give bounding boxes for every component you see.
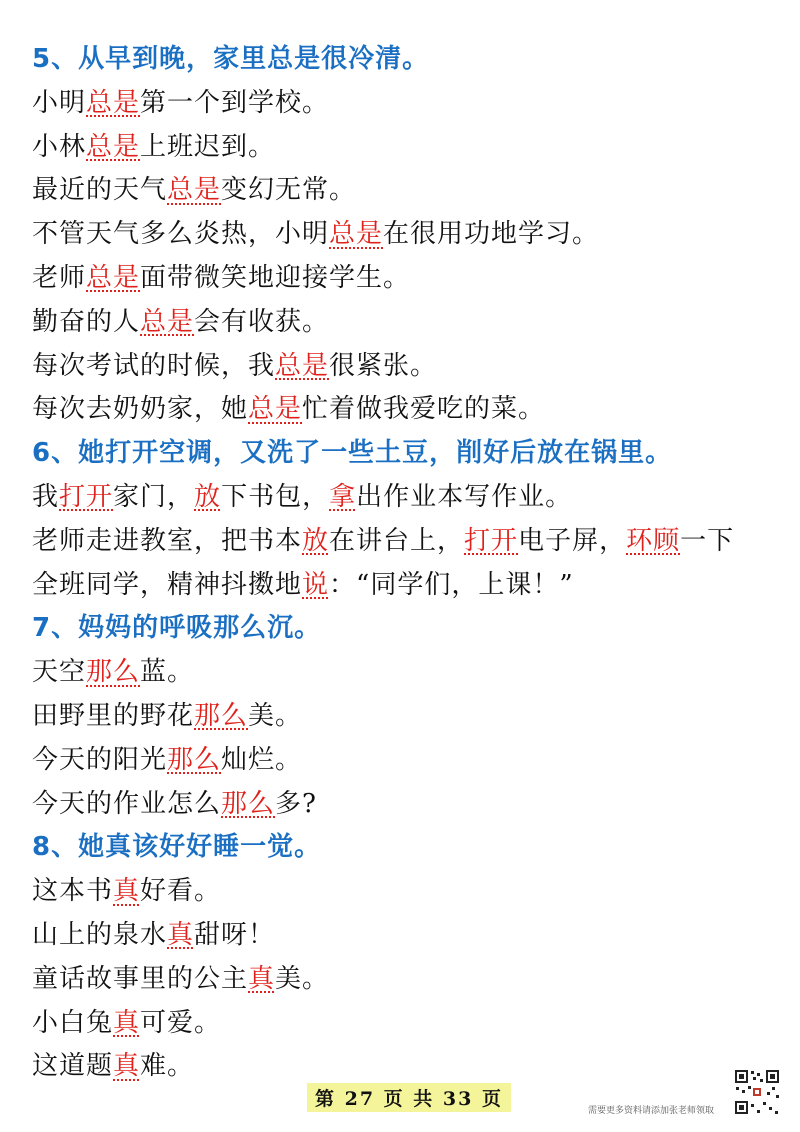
sentence-text: 今天的作业怎么 xyxy=(32,788,222,819)
sentence-text: 可爱。 xyxy=(140,1007,222,1038)
highlighted-word: 真 xyxy=(248,963,276,994)
sentence-text: 电子屏， xyxy=(518,525,627,556)
highlighted-word: 那么 xyxy=(221,788,276,819)
section-heading: 7、妈妈的呼吸那么沉。 xyxy=(32,613,322,644)
sentence-text: 这道题 xyxy=(32,1051,114,1082)
sentence-text: 小林 xyxy=(32,131,87,162)
example-sentence xyxy=(32,301,772,345)
sentence-text: ：“同学们，上课！” xyxy=(329,569,574,600)
example-sentence xyxy=(32,126,772,170)
sentence-text: 蓝。 xyxy=(140,657,195,688)
highlighted-word: 总是 xyxy=(275,350,330,381)
sentence-text: 小明 xyxy=(32,87,87,118)
highlighted-word: 总是 xyxy=(329,219,384,250)
sentence-text: 好看。 xyxy=(140,876,222,907)
sentence-text: 甜呀！ xyxy=(194,919,276,950)
sentence-text: 下书包， xyxy=(221,481,330,512)
highlighted-word: 说 xyxy=(302,569,330,600)
sentence-text: 天空 xyxy=(32,657,87,688)
sentence-text: 田野里的野花 xyxy=(32,700,195,731)
qr-caption: 需要更多资料请添加张老师领取 xyxy=(588,1106,715,1116)
sentence-text: 每次去奶奶家，她 xyxy=(32,394,249,425)
sentence-text: 忙着做我爱吃的菜。 xyxy=(302,394,546,425)
example-sentence xyxy=(32,564,772,608)
sentence-text: 灿烂。 xyxy=(221,744,303,775)
sentence-text: 第一个到学校。 xyxy=(140,87,330,118)
example-sentence xyxy=(32,169,772,213)
example-sentence xyxy=(32,1002,772,1046)
qr-code-image[interactable] xyxy=(733,1068,781,1116)
example-sentence xyxy=(32,739,772,783)
sentence-text: 不管天气多么炎热，小明 xyxy=(32,219,330,250)
example-sentence xyxy=(32,651,772,695)
sentence-text: 今天的阳光 xyxy=(32,744,168,775)
page-number-label: 第 27 页 共 33 页 xyxy=(307,1083,511,1112)
highlighted-word: 真 xyxy=(113,1007,141,1038)
highlighted-word: 总是 xyxy=(140,306,195,337)
sentence-text: 小白兔 xyxy=(32,1007,114,1038)
example-sentence xyxy=(32,345,772,389)
example-sentence xyxy=(32,213,772,257)
sentence-text: 上班迟到。 xyxy=(140,131,276,162)
section-heading: 5、从早到晚，家里总是很冷清。 xyxy=(32,44,430,74)
example-sentence xyxy=(32,520,772,564)
highlighted-word: 真 xyxy=(167,919,195,950)
example-sentence xyxy=(32,914,772,958)
highlighted-word: 总是 xyxy=(248,394,303,425)
highlighted-word: 总是 xyxy=(86,131,141,162)
document-body xyxy=(32,38,772,1089)
sentence-text: 变幻无常。 xyxy=(221,175,357,206)
sentence-text: 全班同学，精神抖擞地 xyxy=(32,569,303,600)
highlighted-word: 环顾 xyxy=(626,525,681,556)
sentence-text: 老师走进教室，把书本 xyxy=(32,525,303,556)
highlighted-word: 总是 xyxy=(167,175,222,206)
sentence-text: 难。 xyxy=(140,1051,195,1082)
sentence-text: 老师 xyxy=(32,262,87,293)
sentence-text: 在讲台上， xyxy=(329,525,465,556)
example-sentence xyxy=(32,257,772,301)
highlighted-word: 那么 xyxy=(167,744,222,775)
sentence-text: 出作业本写作业。 xyxy=(356,481,573,512)
example-sentence xyxy=(32,695,772,739)
sentence-text: 美。 xyxy=(248,700,303,731)
highlighted-word: 那么 xyxy=(194,700,249,731)
sentence-text: 在很用功地学习。 xyxy=(383,219,600,250)
sentence-text: 我 xyxy=(32,481,60,512)
sentence-text: 家门， xyxy=(113,481,195,512)
sentence-text: 童话故事里的公主 xyxy=(32,963,249,994)
example-sentence xyxy=(32,476,772,520)
example-sentence xyxy=(32,958,772,1002)
highlighted-word: 放 xyxy=(194,481,222,512)
sentence-text: 勤奋的人 xyxy=(32,306,141,337)
section-heading: 8、她真该好好睡一觉。 xyxy=(32,832,322,863)
example-sentence xyxy=(32,783,772,827)
sentence-text: 这本书 xyxy=(32,876,114,907)
sentence-text: 很紧张。 xyxy=(329,350,438,381)
sentence-text: 会有收获。 xyxy=(194,306,330,337)
highlighted-word: 总是 xyxy=(86,262,141,293)
highlighted-word: 放 xyxy=(302,525,330,556)
highlighted-word: 真 xyxy=(113,1051,141,1082)
highlighted-word: 真 xyxy=(113,876,141,907)
sentence-text: 一下 xyxy=(680,525,735,556)
sentence-text: 最近的天气 xyxy=(32,175,168,206)
highlighted-word: 打开 xyxy=(59,481,114,512)
example-sentence xyxy=(32,388,772,432)
example-sentence xyxy=(32,870,772,914)
sentence-text: 多? xyxy=(275,788,317,819)
highlighted-word: 拿 xyxy=(329,481,357,512)
qr-code-icon xyxy=(733,1068,781,1116)
sentence-text: 每次考试的时候，我 xyxy=(32,350,276,381)
sentence-text: 山上的泉水 xyxy=(32,919,168,950)
sentence-text: 面带微笑地迎接学生。 xyxy=(140,262,411,293)
highlighted-word: 打开 xyxy=(464,525,519,556)
highlighted-word: 那么 xyxy=(86,657,141,688)
sentence-text: 美。 xyxy=(275,963,330,994)
section-heading: 6、她打开空调，又洗了一些土豆，削好后放在锅里。 xyxy=(32,438,673,469)
example-sentence xyxy=(32,82,772,126)
highlighted-word: 总是 xyxy=(86,87,141,118)
